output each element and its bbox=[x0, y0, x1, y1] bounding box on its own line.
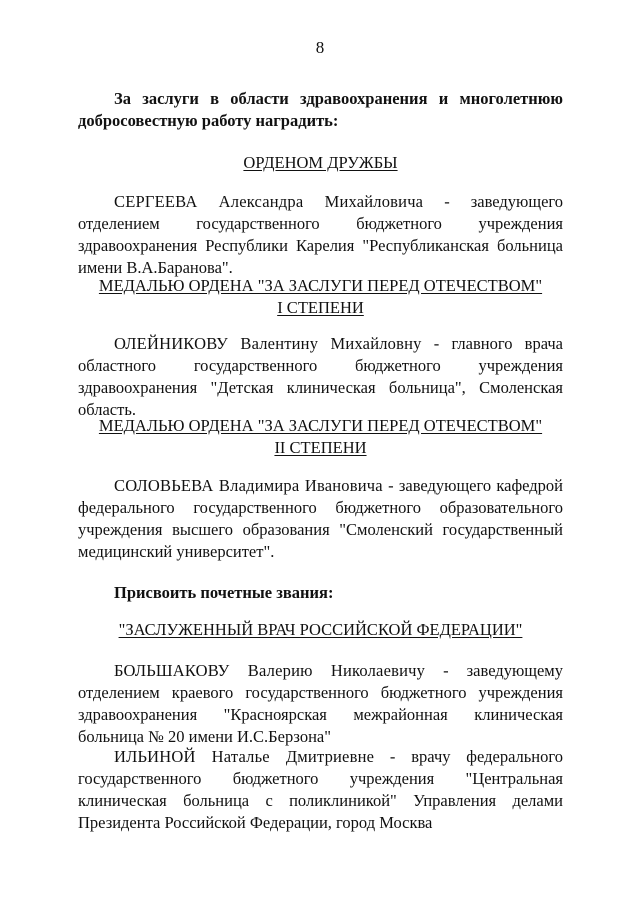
title-entry-bolshakov bbox=[78, 660, 563, 748]
recipient-name: СОЛОВЬЕВА Владимира Ивановича bbox=[114, 476, 383, 495]
heading-line: ОРДЕНОМ ДРУЖБЫ bbox=[243, 153, 398, 172]
award-intro: За заслуги в области здравоохранения и многолетнюю добросовестную работу наградить: bbox=[78, 89, 563, 130]
recipient-name: ИЛЬИНОЙ Наталье Дмитриевне bbox=[114, 747, 375, 766]
recipient-name: СЕРГЕЕВА Александра Михайловича bbox=[114, 192, 424, 211]
recipient-position: - заведующего кафедрой федерального государственного бюджетного образовательного учреждения высшего образования "Смоленский государственный медицинский университет". bbox=[78, 476, 564, 561]
title-heading-honored-doctor bbox=[78, 619, 563, 641]
recipient-name: БОЛЬШАКОВУ Валерию Николаевичу bbox=[114, 661, 426, 680]
heading-line: МЕДАЛЬЮ ОРДЕНА "ЗА ЗАСЛУГИ ПЕРЕД ОТЕЧЕСТВОМ" bbox=[98, 276, 543, 295]
section-heading-medal-2nd-degree bbox=[78, 415, 563, 459]
recipient-name: ОЛЕЙНИКОВУ Валентину Михайловну bbox=[114, 334, 422, 353]
heading-line: МЕДАЛЬЮ ОРДЕНА "ЗА ЗАСЛУГИ ПЕРЕД ОТЕЧЕСТВОМ" bbox=[98, 416, 543, 435]
recipient-position: - главного врача областного государственного бюджетного учреждения здравоохранения "Детская клиническая больница", Смоленская область. bbox=[78, 334, 563, 419]
heading-line: II СТЕПЕНИ bbox=[274, 438, 367, 457]
heading-line: "ЗАСЛУЖЕННЫЙ ВРАЧ РОССИЙСКОЙ ФЕДЕРАЦИИ" bbox=[118, 620, 523, 639]
page-number: 8 bbox=[315, 38, 325, 57]
recipient-position: - заведующего отделением государственного бюджетного учреждения здравоохранения Республики Карелия "Республиканская больница имени В.А.Баранова". bbox=[78, 192, 563, 277]
titles-intro: Присвоить почетные звания: bbox=[114, 583, 334, 602]
title-entry-ilyina bbox=[78, 746, 563, 834]
section-heading-medal-1st-degree bbox=[78, 275, 563, 319]
award-entry-solovyev bbox=[78, 475, 563, 563]
section-heading-order-of-friendship bbox=[78, 152, 563, 174]
award-entry-sergeev bbox=[78, 191, 563, 279]
award-entry-oleynikova bbox=[78, 333, 563, 421]
recipient-position: - врачу федерального государственного бюджетного учреждения "Центральная клиническая больница с поликлиникой" Управления делами Президента Российской Федерации, город Москва bbox=[78, 747, 563, 832]
recipient-position: - заведующему отделением краевого государственного бюджетного учреждения здравоохранения "Красноярская межрайонная клиническая больница № 20 имени И.С.Берзона" bbox=[78, 661, 563, 746]
heading-line: I СТЕПЕНИ bbox=[277, 298, 364, 317]
